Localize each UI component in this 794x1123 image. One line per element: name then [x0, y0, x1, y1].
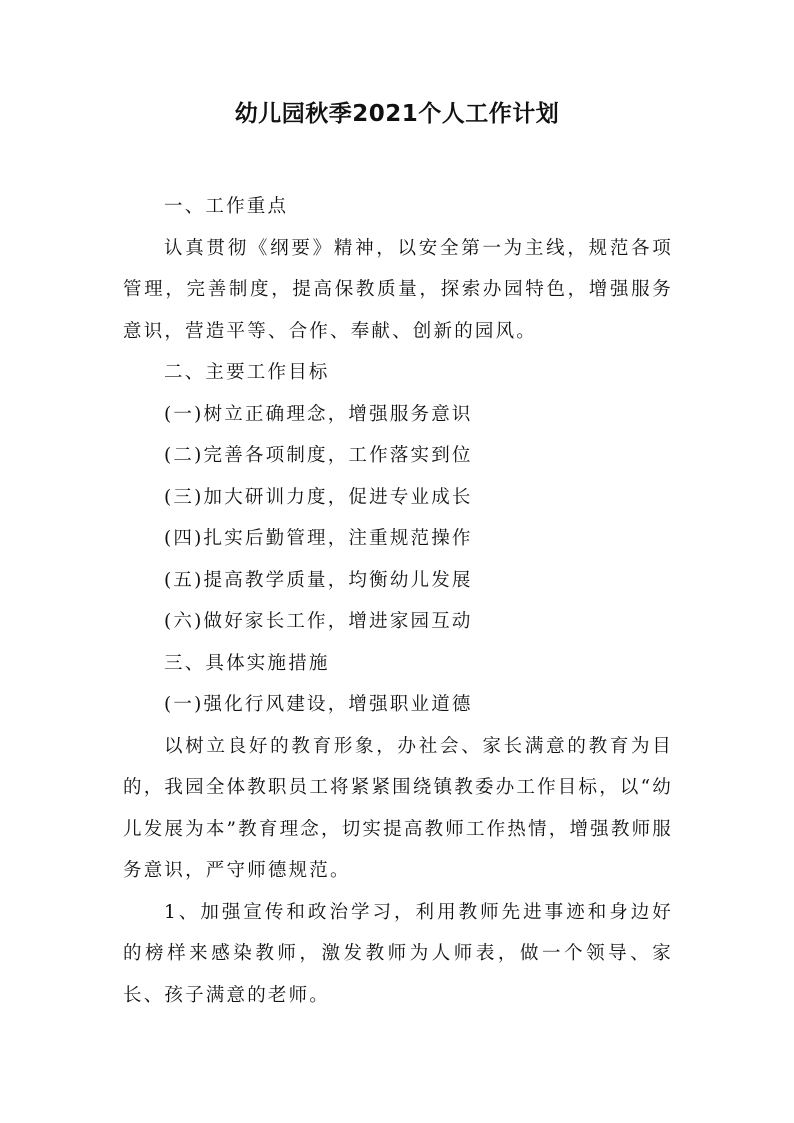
goal-item-5: (五)提高教学质量，均衡幼儿发展 [164, 569, 473, 591]
goal-item-6: (六)做好家长工作，增进家园互动 [164, 611, 473, 632]
section-heading-3: 三、具体实施措施 [164, 652, 330, 674]
measure-heading-1: (一)强化行风建设，增强职业道德 [164, 694, 473, 715]
document-title: 幼儿园秋季2021个人工作计划 [234, 101, 560, 127]
goal-item-2: (二)完善各项制度，工作落实到位 [164, 445, 473, 466]
paragraph-measure-intro: 以树立良好的教育形象，办社会、家长满意的教育为目的，我园全体教职员工将紧紧围绕镇教委办工作目标，以“幼儿发展为本”教育理念，切实提高教师工作热情，增强教师服务意识，严守师德规范。 [123, 735, 673, 881]
goal-item-4: (四)扎实后勤管理，注重规范操作 [164, 528, 473, 549]
paragraph-measure-item-1: 1、加强宣传和政治学习，利用教师先进事迹和身边好的榜样来感染教师，激发教师为人师表，做一个领导、家长、孩子满意的老师。 [123, 901, 673, 1006]
section-heading-1: 一、工作重点 [164, 196, 289, 217]
goal-item-1: (一)树立正确理念，增强服务意识 [164, 403, 473, 425]
document-body [123, 186, 673, 1016]
goal-item-3: (三)加大研训力度，促进专业成长 [164, 486, 473, 508]
section-heading-2: 二、主要工作目标 [164, 362, 330, 383]
paragraph-work-focus: 认真贯彻《纲要》精神，以安全第一为主线，规范各项管理，完善制度，提高保教质量，探索办园特色，增强服务意识，营造平等、合作、奉献、创新的园风。 [123, 237, 673, 342]
